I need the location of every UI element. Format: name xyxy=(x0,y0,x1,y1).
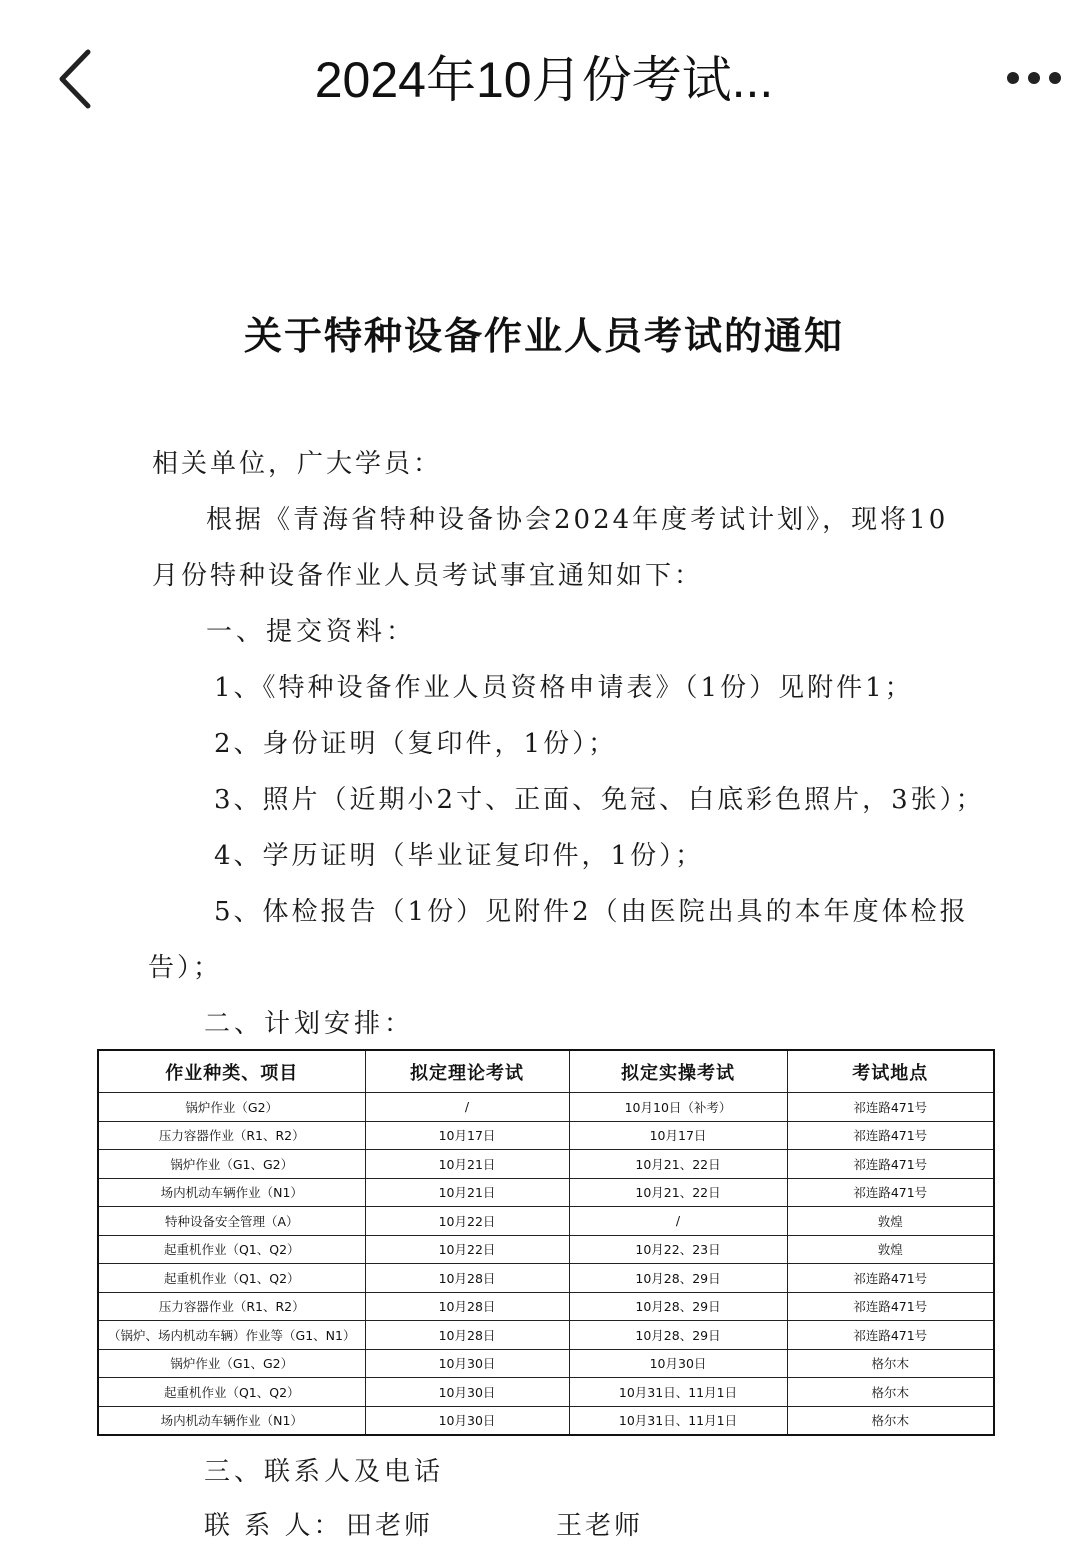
table-cell: 10月28、29日 xyxy=(569,1264,787,1293)
table-cell: 10月22日 xyxy=(365,1235,569,1264)
table-cell: 10月30日 xyxy=(365,1349,569,1378)
table-cell: 敦煌 xyxy=(787,1207,994,1236)
table-cell: 10月22、23日 xyxy=(569,1235,787,1264)
table-cell: 10月28日 xyxy=(365,1264,569,1293)
column-header: 拟定实操考试 xyxy=(569,1050,787,1093)
table-cell: 压力容器作业（R1、R2） xyxy=(98,1121,365,1150)
table-cell: 10月31日、11月1日 xyxy=(569,1406,787,1435)
list-item: 3、照片（近期小2寸、正面、免冠、白底彩色照片，3张）； xyxy=(214,785,985,815)
intro-line-2: 月份特种设备作业人员考试事宜通知如下： xyxy=(152,561,704,591)
salutation: 相关单位，广大学员： xyxy=(152,449,443,479)
table-cell: 10月10日（补考） xyxy=(569,1093,787,1122)
table-cell: 起重机作业（Q1、Q2） xyxy=(98,1235,365,1264)
table-cell: 祁连路471号 xyxy=(787,1264,994,1293)
table-cell: 10月21、22日 xyxy=(569,1178,787,1207)
table-cell: 10月30日 xyxy=(365,1406,569,1435)
contact-label: 联 系 人： xyxy=(204,1511,343,1541)
table-cell: 祁连路471号 xyxy=(787,1121,994,1150)
table-row xyxy=(98,1150,994,1179)
table-cell: / xyxy=(569,1207,787,1236)
table-row xyxy=(98,1321,994,1350)
table-cell: / xyxy=(365,1093,569,1122)
table-cell: 10月28日 xyxy=(365,1292,569,1321)
table-cell: 10月17日 xyxy=(365,1121,569,1150)
table-row xyxy=(98,1378,994,1407)
contact-name: 田老师 xyxy=(346,1511,434,1541)
table-cell: 格尔木 xyxy=(787,1378,994,1407)
table-cell: 10月30日 xyxy=(569,1349,787,1378)
table-cell: 10月31日、11月1日 xyxy=(569,1378,787,1407)
table-row xyxy=(98,1178,994,1207)
table-cell: 格尔木 xyxy=(787,1406,994,1435)
section-3-heading: 三、联系人及电话 xyxy=(204,1457,445,1487)
table-cell: 祁连路471号 xyxy=(787,1178,994,1207)
table-row xyxy=(98,1264,994,1293)
table-cell: 锅炉作业（G1、G2） xyxy=(98,1150,365,1179)
table-cell: 起重机作业（Q1、Q2） xyxy=(98,1264,365,1293)
chevron-left-icon[interactable] xyxy=(56,48,96,110)
table-header-row xyxy=(98,1050,994,1093)
table-cell: 10月30日 xyxy=(365,1378,569,1407)
intro-line-1: 根据《青海省特种设备协会2024年度考试计划》，现将10 xyxy=(206,505,949,535)
list-item: 1、《特种设备作业人员资格申请表》（1份）见附件1； xyxy=(214,673,914,703)
list-item-continuation: 告）； xyxy=(148,953,223,983)
table-row xyxy=(98,1349,994,1378)
list-item: 2、身份证明（复印件，1份）； xyxy=(214,729,618,759)
section-2-heading: 二、计划安排： xyxy=(204,1009,415,1039)
schedule-table xyxy=(97,1049,995,1436)
table-cell: 10月21、22日 xyxy=(569,1150,787,1179)
table-row xyxy=(98,1235,994,1264)
table-cell: 压力容器作业（R1、R2） xyxy=(98,1292,365,1321)
more-dots-icon[interactable] xyxy=(1004,60,1064,96)
table-cell: 10月17日 xyxy=(569,1121,787,1150)
table-cell: （锅炉、场内机动车辆）作业等（G1、N1） xyxy=(98,1321,365,1350)
table-cell: 10月22日 xyxy=(365,1207,569,1236)
table-cell: 锅炉作业（G1、G2） xyxy=(98,1349,365,1378)
column-header: 作业种类、项目 xyxy=(98,1050,365,1093)
column-header: 拟定理论考试 xyxy=(365,1050,569,1093)
table-row xyxy=(98,1292,994,1321)
top-navigation-bar xyxy=(0,0,1088,165)
table-cell: 特种设备安全管理（A） xyxy=(98,1207,365,1236)
table-cell: 祁连路471号 xyxy=(787,1321,994,1350)
table-cell: 祁连路471号 xyxy=(787,1093,994,1122)
table-cell: 锅炉作业（G2） xyxy=(98,1093,365,1122)
table-row xyxy=(98,1093,994,1122)
page-title: 2024年10月份考试... xyxy=(314,52,774,108)
column-header: 考试地点 xyxy=(787,1050,994,1093)
list-item: 5、体检报告（1份）见附件2（由医院出具的本年度体检报 xyxy=(214,897,969,927)
contact-name: 王老师 xyxy=(556,1511,644,1541)
table-cell: 场内机动车辆作业（N1） xyxy=(98,1178,365,1207)
document-title: 关于特种设备作业人员考试的通知 xyxy=(243,314,844,358)
table-cell: 祁连路471号 xyxy=(787,1292,994,1321)
table-cell: 10月21日 xyxy=(365,1178,569,1207)
list-item: 4、学历证明（毕业证复印件，1份）； xyxy=(214,841,705,871)
table-cell: 起重机作业（Q1、Q2） xyxy=(98,1378,365,1407)
table-cell: 10月21日 xyxy=(365,1150,569,1179)
table-row xyxy=(98,1207,994,1236)
table-cell: 格尔木 xyxy=(787,1349,994,1378)
table-cell: 10月28日 xyxy=(365,1321,569,1350)
table-row xyxy=(98,1406,994,1435)
table-row xyxy=(98,1121,994,1150)
table-cell: 祁连路471号 xyxy=(787,1150,994,1179)
table-cell: 10月28、29日 xyxy=(569,1321,787,1350)
table-cell: 敦煌 xyxy=(787,1235,994,1264)
table-cell: 10月28、29日 xyxy=(569,1292,787,1321)
table-cell: 场内机动车辆作业（N1） xyxy=(98,1406,365,1435)
section-1-heading: 一、提交资料： xyxy=(206,617,417,647)
